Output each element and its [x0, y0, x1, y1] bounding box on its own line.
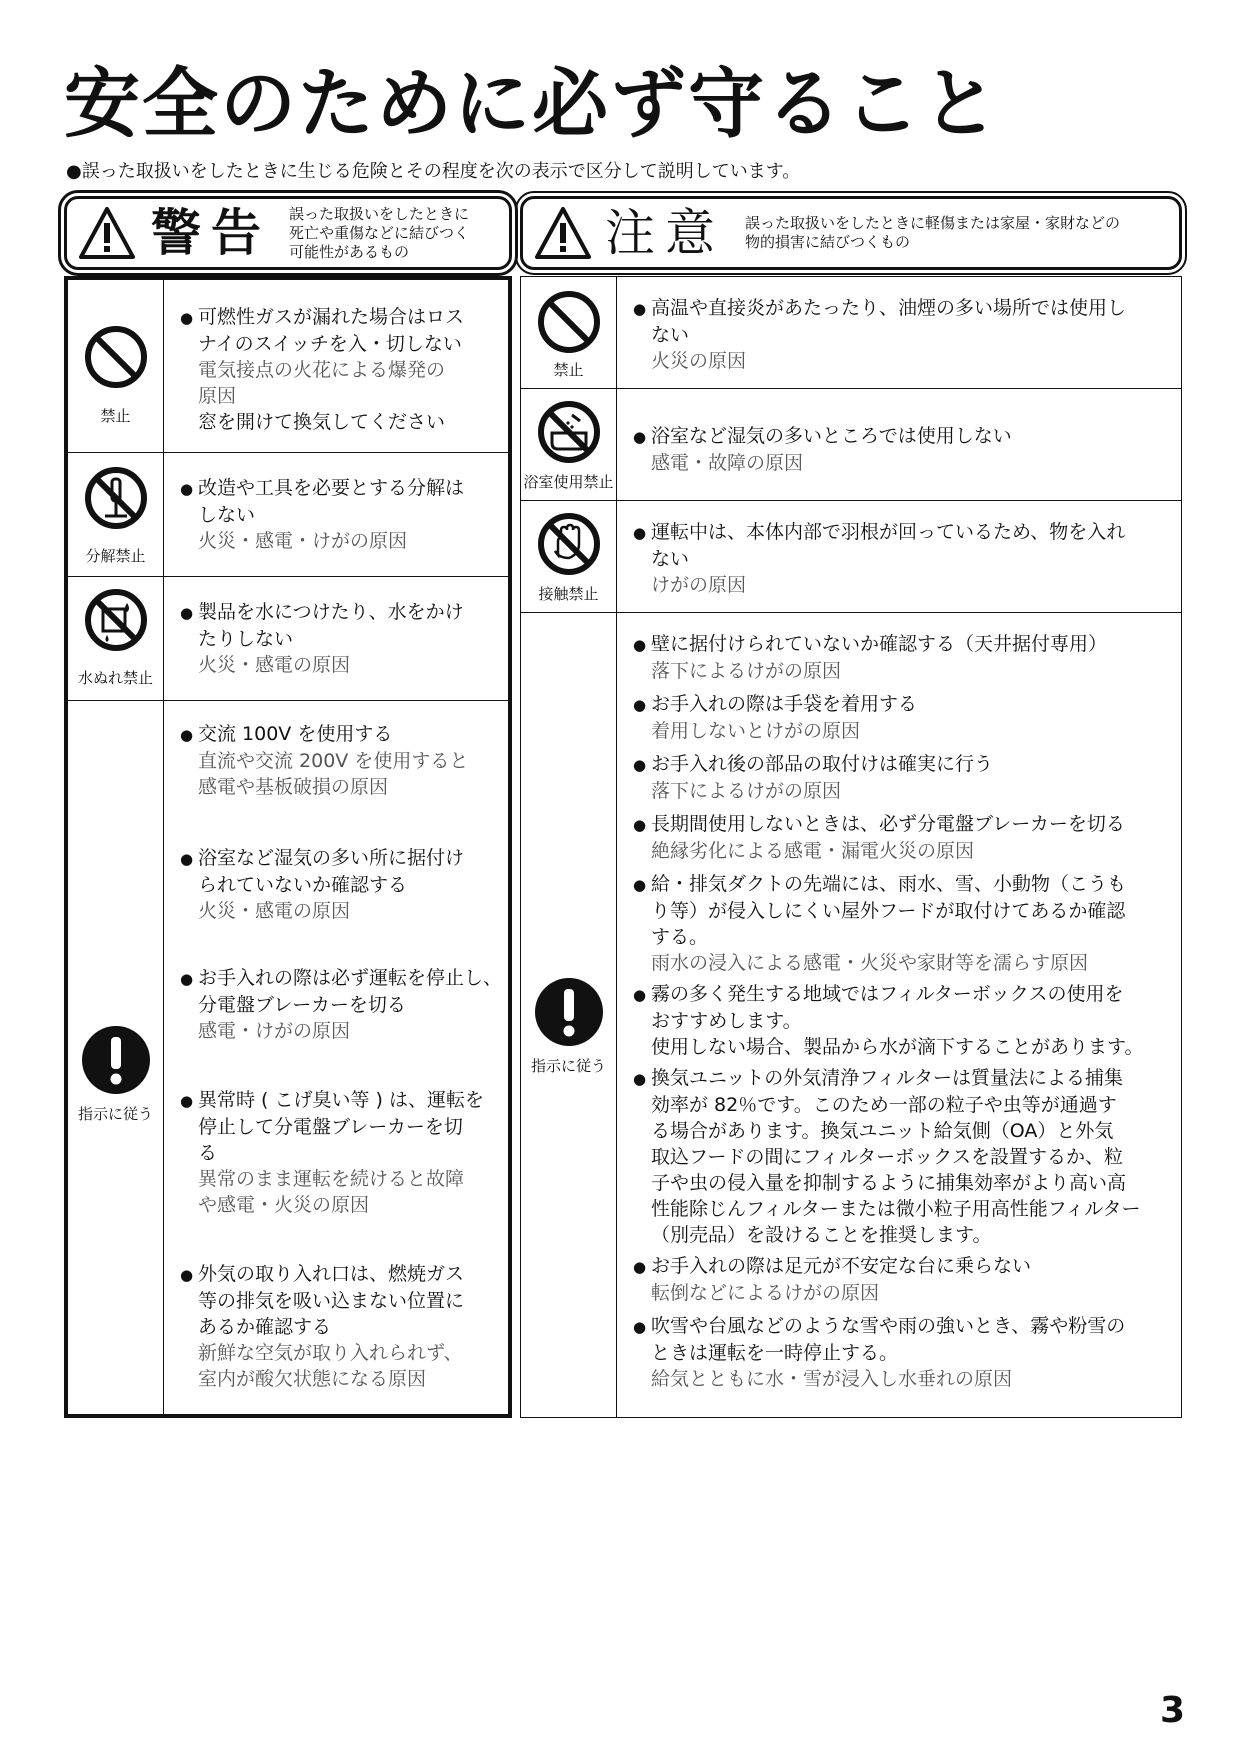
- list-item: ● 浴室など湿気の多いところでは使用しない 感電・故障の原因: [633, 423, 1012, 476]
- warning-row-water: [68, 577, 508, 701]
- icon-label: 禁止: [100, 407, 131, 425]
- icon-cell: [521, 389, 617, 500]
- icon-cell: [68, 453, 164, 576]
- icon-cell: [521, 277, 617, 388]
- icon-label: 指示に従う: [530, 1057, 606, 1075]
- warning-description: 誤った取扱いをしたときに 死亡や重傷などに結びつく 可能性があるもの: [289, 205, 470, 261]
- list-item: ● 異常時 ( こげ臭い等 ) は、運転を 停止して分電盤ブレーカーを切 る 異常のまま運転を続けると故障 や感電・火災の原因: [180, 1087, 484, 1218]
- icon-label: 指示に従う: [77, 1105, 153, 1123]
- caution-row-bathroom: [521, 389, 1181, 501]
- icon-cell: [521, 501, 617, 612]
- icon-label: 水ぬれ禁止: [77, 669, 153, 687]
- warning-row-instructions: [68, 701, 508, 1414]
- icon-cell: [68, 701, 164, 1414]
- no-water-icon: [83, 587, 149, 653]
- warning-header: [64, 196, 512, 270]
- icon-cell: [68, 280, 164, 452]
- list-item: ● お手入れの際は必ず運転を停止し、 分電盤ブレーカーを切る 感電・けがの原因: [180, 965, 502, 1044]
- no-bathroom-use-icon: [536, 399, 602, 465]
- icon-label: 接触禁止: [538, 585, 599, 603]
- caution-row-instructions: [521, 613, 1181, 1417]
- icon-label: 浴室使用禁止: [523, 473, 614, 491]
- list-item: ● 運転中は、本体内部で羽根が回っているため、物を入れ ない けがの原因: [633, 519, 1125, 598]
- list-item: ● 外気の取り入れ口は、燃焼ガス 等の排気を吸い込まない位置に あるか確認する 新鮮な空気が取り入れられず、 室内が酸欠状態になる原因: [180, 1261, 464, 1392]
- no-touch-hand-icon: [536, 511, 602, 577]
- list-item: ● お手入れの際は手袋を着用する 着用しないとけがの原因: [633, 691, 917, 744]
- icon-cell: [521, 613, 617, 1417]
- icon-label: 分解禁止: [85, 547, 146, 565]
- warning-row-prohibit: [68, 280, 508, 453]
- list-item: ● 交流 100V を使用する 直流や交流 200V を使用すると 感電や基板破損の原因: [180, 721, 468, 800]
- list-item: ● 製品を水につけたり、水をかけ たりしない 火災・感電の原因: [180, 599, 464, 678]
- icon-cell: [68, 577, 164, 700]
- caution-triangle-icon: [533, 205, 593, 261]
- list-item: ● 可燃性ガスが漏れた場合はロス ナイのスイッチを入・切しない 電気接点の火花による爆発の 原因 窓を開けて換気してください: [180, 304, 464, 435]
- list-item: ● 改造や工具を必要とする分解は しない 火災・感電・けがの原因: [180, 475, 464, 554]
- caution-table: [520, 276, 1182, 1418]
- mandatory-action-icon: [81, 1025, 151, 1095]
- prohibition-icon: [83, 324, 149, 390]
- mandatory-action-icon: [534, 977, 604, 1047]
- caution-row-prohibit: [521, 277, 1181, 389]
- list-item: ● 吹雪や台風などのような雪や雨の強いとき、霧や粉雪の ときは運転を一時停止する。 給気とともに水・雪が浸入し水垂れの原因: [633, 1313, 1125, 1392]
- page-number: 3: [1160, 1690, 1186, 1731]
- list-item: ● 霧の多く発生する地域ではフィルターボックスの使用を おすすめします。 使用しない場合、製品から水が滴下することがあります。: [633, 981, 1143, 1060]
- warning-table: [64, 276, 512, 1418]
- caution-header: [520, 196, 1182, 270]
- list-item: ● 浴室など湿気の多い所に据付け られていないか確認する 火災・感電の原因: [180, 845, 464, 924]
- list-item: ● 長期間使用しないときは、必ず分電盤ブレーカーを切る 絶縁劣化による感電・漏電火災の原因: [633, 811, 1125, 864]
- page-title: 安全のために必ず守ること: [64, 59, 1000, 148]
- list-item: ● 高温や直接炎があたったり、油煙の多い場所では使用し ない 火災の原因: [633, 295, 1126, 374]
- warning-row-disassembly: [68, 453, 508, 577]
- list-item: ● 給・排気ダクトの先端には、雨水、雪、小動物（こうも り等）が侵入しにくい屋外フードが取付けてあるか確認 する。 雨水の浸入による感電・火災や家財等を濡らす原因: [633, 871, 1126, 976]
- warning-word: 警告: [151, 204, 271, 262]
- prohibition-icon: [536, 289, 602, 355]
- list-item: ● 換気ユニットの外気清浄フィルターは質量法による捕集 効率が 82％です。このため一部の粒子や虫等が通過す る場合があります。換気ユニット給気側（OA）と外気 取込フードの間にフィルターボックスを設置するか、粒 子や虫の侵入量を抑制するように捕集効率がより高い高 性能除じんフィルターまたは微小粒子用高性能フィルター （別売品）を設けることを推奨します。: [633, 1065, 1140, 1248]
- caution-word: 注意: [605, 204, 725, 262]
- no-disassembly-icon: [83, 465, 149, 531]
- warning-triangle-icon: [77, 205, 137, 261]
- list-item: ● 壁に据付けられていないか確認する（天井据付専用） 落下によるけがの原因: [633, 631, 1107, 684]
- icon-label: 禁止: [553, 361, 584, 379]
- intro-text: ●誤った取扱いをしたときに生じる危険とその程度を次の表示で区分して説明しています。: [66, 161, 801, 182]
- caution-row-no-touch: [521, 501, 1181, 613]
- caution-description: 誤った取扱いをしたときに軽傷または家屋・家財などの 物的損害に結びつくもの: [745, 214, 1121, 251]
- list-item: ● お手入れ後の部品の取付けは確実に行う 落下によるけがの原因: [633, 751, 993, 804]
- list-item: ● お手入れの際は足元が不安定な台に乗らない 転倒などによるけがの原因: [633, 1253, 1031, 1306]
